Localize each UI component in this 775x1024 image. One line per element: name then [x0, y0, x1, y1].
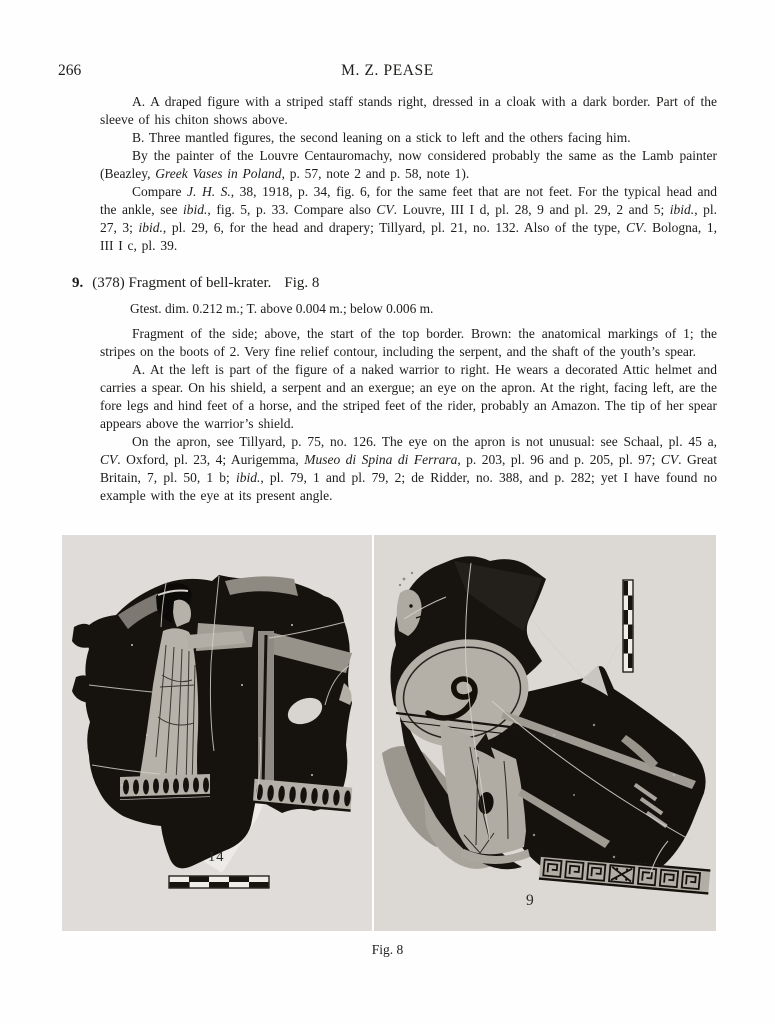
entry-figure-ref: Fig. 8 — [284, 275, 320, 291]
running-head: M. Z. PEASE — [341, 62, 434, 79]
text-run: A. A draped figure with a striped staff stands right, dressed in a cloak with a dark border. Part of the sleeve of his chiton shows above. — [100, 94, 717, 127]
italic-citation: ibid. — [183, 202, 208, 217]
text-run: , p. 203, pl. 96 and p. 205, pl. 97; — [457, 452, 661, 467]
italic-citation: CV — [376, 202, 394, 217]
text-run: Fragment of the side; above, the start of the top border. Brown: the anatomical markings of 1; the stripes on the boots of 2. Very fine relief contour, including the serpent, and the shaft of the youth’s spear. — [100, 326, 717, 359]
text-run: , fig. 5, p. 33. Compare also — [207, 202, 377, 217]
paragraph — [100, 129, 717, 147]
text-run: By the painter of the Louvre Centauromachy, now considered probably the same as the Lamb painter (Beazley, — [100, 148, 717, 181]
figure-8 — [62, 535, 716, 931]
text-run: . Great Britain, 7, pl. 50, 1 b; — [100, 452, 717, 485]
text-run: . Bologna, 1, III I c, pl. 39. — [100, 220, 717, 253]
italic-citation: CV — [625, 220, 644, 235]
italic-citation: J. H. S. — [187, 184, 231, 199]
text-run: , p. 57, note 2 and p. 58, note 1). — [281, 166, 470, 181]
italic-citation: ibid. — [138, 220, 163, 235]
paragraph — [100, 93, 717, 129]
text-run: B. Three mantled figures, the second leaning on a stick to left and the others facing him. — [132, 130, 631, 145]
fragment-label-9: 9 — [526, 892, 535, 909]
paragraph — [100, 325, 717, 361]
body-text — [72, 93, 717, 505]
text-run: , 38, 1918, p. 34, fig. 6, for the same feet that are not feet. For the typical head and the ankle, see — [100, 184, 717, 217]
paragraph — [100, 147, 717, 183]
right-fragment-image — [374, 535, 716, 931]
paragraph — [100, 433, 717, 505]
text-run: On the apron, see Tillyard, p. 75, no. 126. The eye on the apron is not unusual: see Schaal, pl. 45 a, — [132, 434, 717, 449]
text-run: Compare — [132, 184, 188, 199]
fragment-label-14: 14 — [208, 849, 225, 865]
text-run: . Louvre, III I d, pl. 28, 9 and pl. 29, 2 and 5; — [393, 202, 670, 217]
text-run: , pl. 79, 1 and pl. 79, 2; de Ridder, no. 388, and p. 282; yet I have found no example with the eye at its present angle. — [100, 470, 717, 503]
figure-caption: Fig. 8 — [371, 942, 404, 957]
text-run: . Oxford, pl. 23, 4; Aurigemma, — [117, 452, 305, 467]
entry-heading — [72, 273, 717, 293]
left-fragment-image — [62, 535, 372, 931]
photo-fragment-14 — [62, 535, 372, 931]
italic-citation: CV — [660, 452, 679, 467]
italic-citation: ibid. — [235, 470, 261, 485]
paragraph — [100, 361, 717, 433]
paragraph — [100, 183, 717, 255]
text-run: A. At the left is part of the figure of a naked warrior to right. He wears a decorated Attic helmet and carries a spear. On his shield, a serpent and an exergue; an eye on the apron. At the right, facing left, are the fore legs and hind feet of a horse, and the striped feet of the rider, probably an Amazon. The tip of her spear appears above the warrior’s shield. — [100, 362, 717, 431]
text-run: , pl. 29, 6, for the head and drapery; Tillyard, pl. 21, no. 132. Also of the type, — [162, 220, 626, 235]
scale-bar-horizontal — [169, 876, 269, 888]
entry-number: 9. — [72, 275, 84, 291]
measurement-line: Gtest. dim. 0.212 m.; T. above 0.004 m.; below 0.006 m. — [130, 301, 434, 316]
italic-citation: CV — [100, 452, 118, 467]
photo-fragment-9 — [374, 535, 716, 931]
italic-citation: Greek Vases in Poland — [155, 166, 282, 181]
scale-bar-vertical — [623, 580, 633, 672]
italic-citation: Museo di Spina di Ferrara — [304, 452, 458, 467]
entry-title: (378) Fragment of bell-krater. — [92, 275, 272, 291]
italic-citation: ibid. — [669, 202, 695, 217]
text-run: , pl. 27, 3; — [100, 202, 717, 235]
page-number: 266 — [58, 62, 82, 79]
